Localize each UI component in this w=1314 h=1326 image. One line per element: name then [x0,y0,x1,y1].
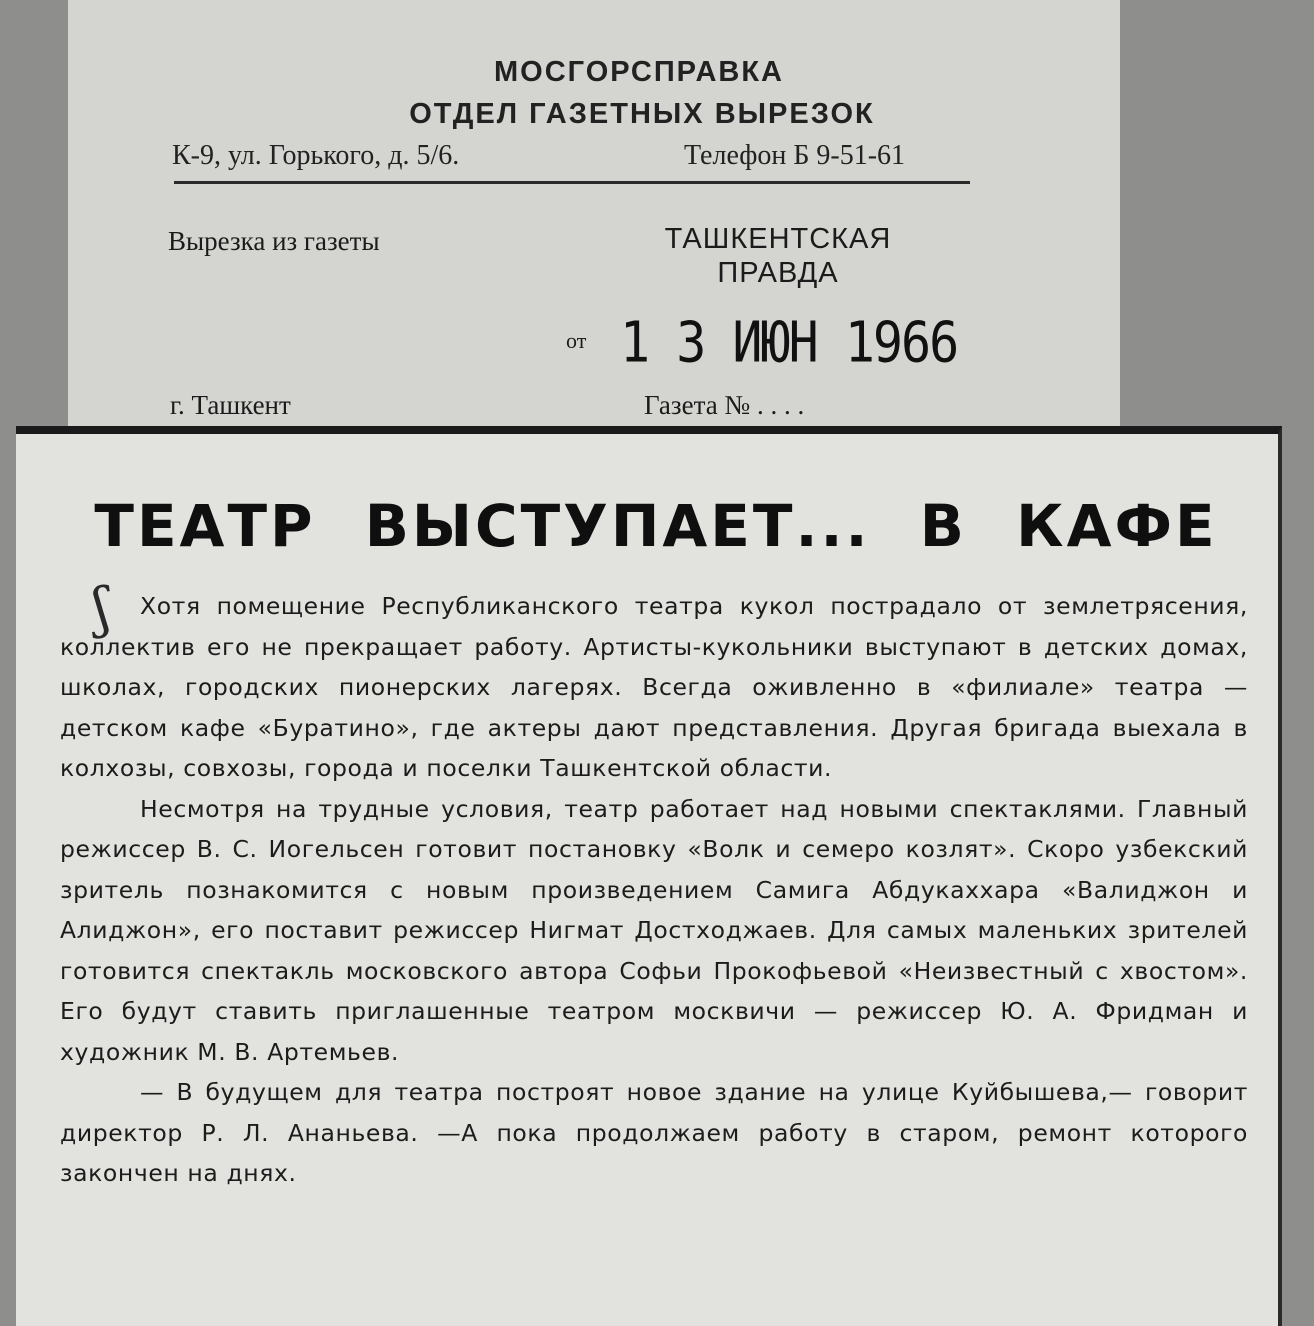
agency-phone: Телефон Б 9-51-61 [684,140,906,171]
article-paragraph-2: Несмотря на трудные условия, театр работает над новыми спектаклями. Главный режиссер В. С. Иогельсен готовит постановку «Волк и семеро козлят». Скоро узбекский зритель познакомится с новым произведением Самига Абдукаххара «Валиджон и Алиджон», его поставит режиссер Нигмат Достходжаев. Для самых маленьких зрителей готовится спектакль московского автора Софьи Прокофьевой «Неизвестный с хвостом». Его будут ставить приглашенные театром москвичи — режиссер Ю. А. Фридман и художник М. В. Артемьев. [60,794,1248,1066]
newspaper-name: ТАШКЕНТСКАЯ ПРАВДА [664,223,892,289]
article-paragraph-1: Хотя помещение Республиканского театра кукол пострадало от землетрясения, коллектив его не прекращает работу. Артисты-кукольники выступают в детских домах, школах, городских пионерских лагерях. Всегда оживленно в «филиале» театра — детском кафе «Буратино», где актеры дают представления. Другая бригада выехала в колхозы, совхозы, города и поселки Ташкентской области. [60,592,1248,782]
article-headline: ТЕАТР ВЫСТУПАЕТ... В КАФЕ [94,492,1218,560]
agency-department: ОТДЕЛ ГАЗЕТНЫХ ВЫРЕЗОК [409,98,875,130]
clipping-label: Вырезка из газеты [168,226,380,256]
article-paragraph-3: — В будущем для театра построят новое здание на улице Куйбышева,— говорит директор Р. Л. Ананьева. —А пока продолжаем работу в старом, ремонт которого закончен на днях. [60,1078,1248,1187]
date-prefix: от [566,328,587,353]
header-divider [174,181,970,184]
city-label: г. Ташкент [170,390,291,420]
issue-number-label: Газета № . . . . [644,390,805,420]
agency-header-slip [68,0,1120,440]
newspaper-clipping [16,426,1282,1326]
pencil-mark-icon: ʃ [89,575,113,640]
article-body [60,586,1248,1194]
agency-name: МОСГОРСПРАВКА [493,56,784,88]
date-stamp: 1 3 ИЮН 1966 [620,310,958,375]
agency-address: К-9, ул. Горького, д. 5/6. [172,140,460,171]
